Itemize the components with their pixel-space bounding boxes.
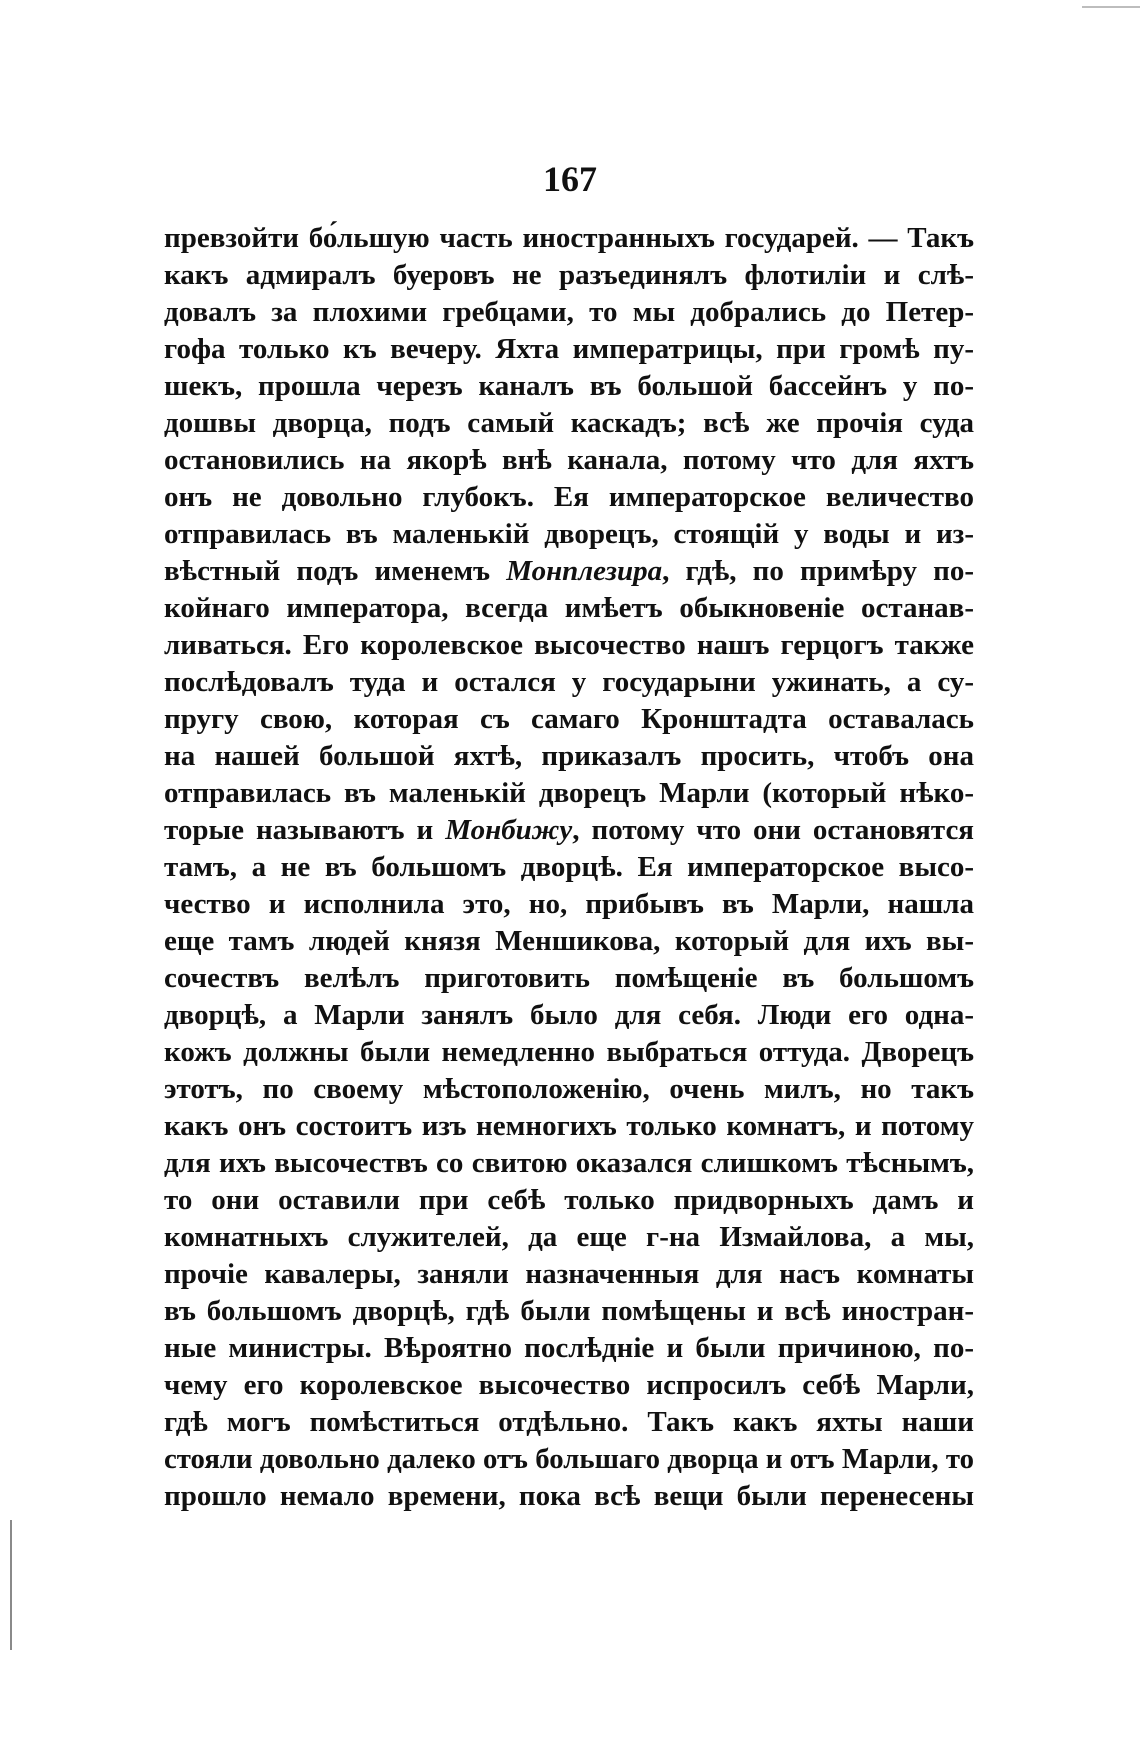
- text-line: прочіе кавалеры, заняли назначенныя для насъ комнаты: [164, 1258, 974, 1290]
- page-number: 167: [543, 159, 597, 199]
- text-line: ные министры. Вѣроятно послѣдніе и были причиною, по-: [164, 1332, 974, 1364]
- scan-margin-line: [10, 1520, 12, 1650]
- text-line: шекъ, прошла черезъ каналъ въ большой бассейнъ у по-: [164, 370, 974, 402]
- text-line: гдѣ могъ помѣститься отдѣльно. Такъ какъ яхты наши: [164, 1406, 974, 1438]
- text-line: дошвы дворца, подъ самый каскадъ; всѣ же прочія суда: [164, 407, 974, 439]
- text-line: остановились на якорѣ внѣ канала, потому что для яхтъ: [164, 444, 974, 476]
- body-text: [164, 220, 974, 1515]
- text-line: какъ адмиралъ буеровъ не разъединялъ флотиліи и слѣ-: [164, 259, 974, 291]
- text-line: то они оставили при себѣ только придворныхъ дамъ и: [164, 1184, 974, 1216]
- text-line: отправилась въ маленькій дворецъ, стоящій у воды и из-: [164, 518, 974, 550]
- text-line: превзойти бо́льшую часть иностранныхъ государей. — Такъ: [164, 222, 974, 254]
- text-line: сочествъ велѣлъ приготовить помѣщеніе въ большомъ: [164, 962, 974, 994]
- text-line: въ большомъ дворцѣ, гдѣ были помѣщены и всѣ иностран-: [164, 1295, 974, 1327]
- text-line: отправилась въ маленькій дворецъ Марли (который нѣко-: [164, 777, 974, 809]
- text-line: какъ онъ состоитъ изъ немногихъ только комнатъ, и потому: [164, 1110, 974, 1142]
- italic-place-name: Монбижу: [445, 814, 573, 846]
- text-line: чему его королевское высочество испросилъ себѣ Марли,: [164, 1369, 974, 1401]
- text-line: прошло немало времени, пока всѣ вещи были перенесены: [164, 1480, 974, 1512]
- text-line: кожъ должны были немедленно выбраться оттуда. Дворецъ: [164, 1036, 974, 1068]
- text-line: онъ не довольно глубокъ. Ея императорское величество: [164, 481, 974, 513]
- text-line: торые называютъ и Монбижу, потому что они остановятся: [164, 814, 975, 846]
- text-line: еще тамъ людей князя Меншикова, который для ихъ вы-: [164, 925, 974, 957]
- text-line: чество и исполнила это, но, прибывъ въ Марли, нашла: [164, 888, 974, 920]
- text-line: довалъ за плохими гребцами, то мы добрались до Петер-: [164, 296, 974, 328]
- text-line: дворцѣ, а Марли занялъ было для себя. Люди его одна-: [164, 999, 974, 1031]
- text-line: тамъ, а не въ большомъ дворцѣ. Ея императорское высо-: [164, 851, 974, 883]
- text-line: пругу свою, которая съ самаго Кронштадта оставалась: [164, 703, 974, 735]
- scan-edge-mark: [1082, 6, 1140, 8]
- text-line: гофа только къ вечеру. Яхта императрицы, при громѣ пу-: [164, 333, 974, 365]
- text-line: послѣдовалъ туда и остался у государыни ужинать, а су-: [164, 666, 974, 698]
- italic-place-name: Монплезира: [506, 555, 663, 587]
- text-line: стояли довольно далеко отъ большаго дворца и отъ Марли, то: [164, 1443, 974, 1475]
- text-line: ливаться. Его королевское высочество нашъ герцогъ также: [164, 629, 974, 661]
- text-line: этотъ, по своему мѣстоположенію, очень милъ, но такъ: [164, 1073, 974, 1105]
- text-line: для ихъ высочествъ со свитою оказался слишкомъ тѣснымъ,: [164, 1147, 974, 1179]
- text-line: вѣстный подъ именемъ Монплезира, гдѣ, по примѣру по-: [164, 555, 974, 587]
- text-line: комнатныхъ служителей, да еще г-на Измайлова, а мы,: [164, 1221, 974, 1253]
- text-line: на нашей большой яхтѣ, приказалъ просить, чтобъ она: [164, 740, 974, 772]
- text-line: койнаго императора, всегда имѣетъ обыкновеніе останав-: [164, 592, 974, 624]
